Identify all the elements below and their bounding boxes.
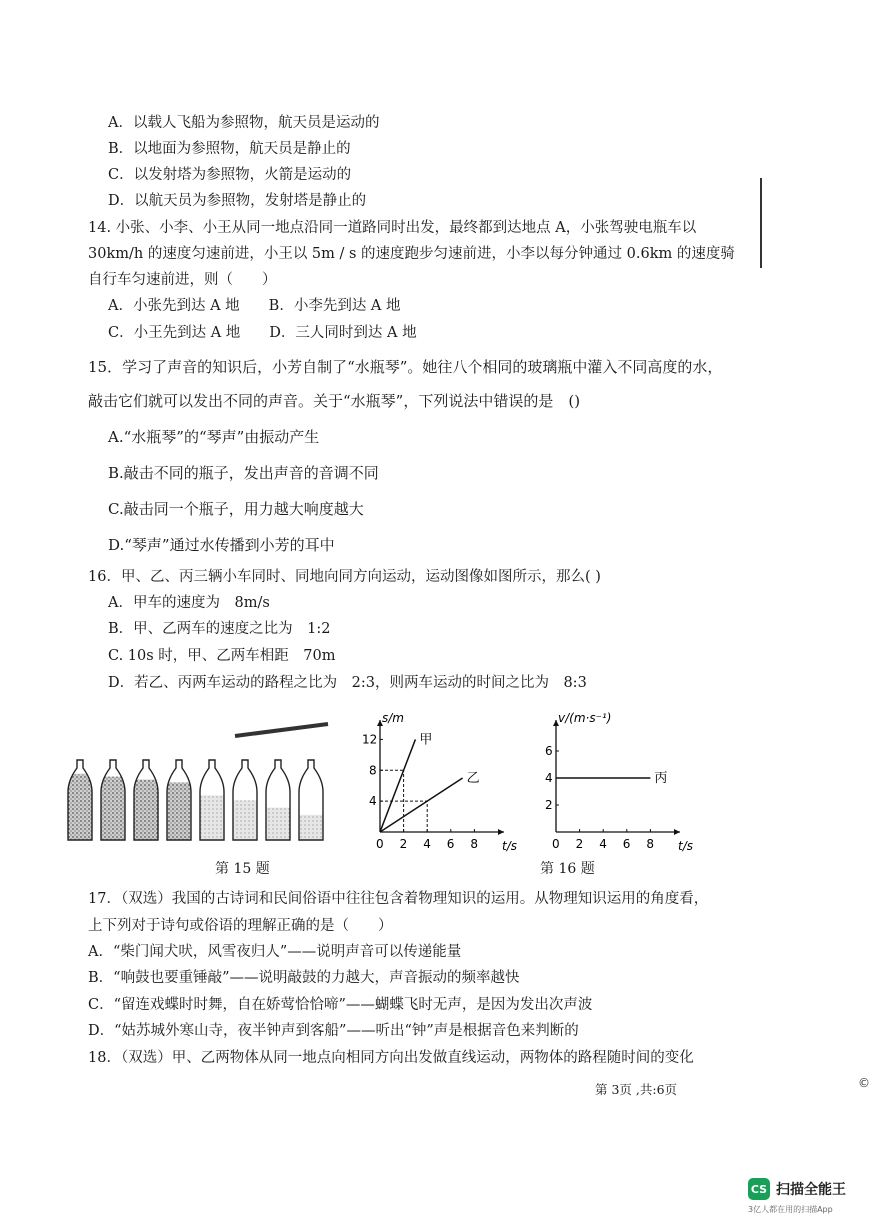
q14-stem-line1: 14. 小张、小李、小王从同一地点沿同一道路同时出发，最终都到达地点 A，小张驾驶电瓶车以 xyxy=(88,220,697,236)
q13-option-a: A．以载人飞船为参照物，航天员是运动的 xyxy=(108,115,380,131)
x-tick-label: 6 xyxy=(446,837,455,851)
x-tick-label: 2 xyxy=(575,837,584,851)
q14-options-cd: C．小王先到达 A 地 D．三人同时到达 A 地 xyxy=(108,325,417,341)
q17-option-c: C．“留连戏蝶时时舞，自在娇莺恰恰啼”——蝴蝶飞时无声，是因为发出次声波 xyxy=(88,997,593,1013)
y-tick-label: 6 xyxy=(545,744,553,758)
y-axis-label: v/(m·s⁻¹) xyxy=(558,711,612,725)
x-tick-label: 0 xyxy=(552,837,560,851)
x-tick-label: 8 xyxy=(646,837,655,851)
scanner-name: 扫描全能王 xyxy=(776,1182,846,1198)
x-axis-arrow xyxy=(674,829,680,835)
q13-option-d: D．以航天员为参照物，发射塔是静止的 xyxy=(108,193,367,209)
q16-option-a: A．甲车的速度为 8m/s xyxy=(108,595,270,611)
vt-graph xyxy=(538,712,698,852)
series-label: 乙 xyxy=(466,771,480,786)
q15-option-a: A.“水瓶琴”的“琴声”由振动产生 xyxy=(108,428,320,446)
st-graph xyxy=(362,712,522,852)
bottle-water xyxy=(167,782,191,840)
x-tick-label: 4 xyxy=(423,837,431,851)
q14-options-ab: A．小张先到达 A 地 B．小李先到达 A 地 xyxy=(108,298,401,314)
q17-stem-line2: 上下列对于诗句或俗语的理解正确的是（ ） xyxy=(88,918,393,934)
y-axis-label: s/m xyxy=(382,711,404,725)
bottle-water xyxy=(134,780,158,840)
q17-stem-line1: 17．（双选）我国的古诗词和民间俗语中往往包含着物理知识的运用。从物理知识运用的角度看， xyxy=(88,891,709,907)
margin-bar xyxy=(760,178,762,268)
x-axis-arrow xyxy=(498,829,504,835)
page-number: 第 3页 ,共:6页 xyxy=(595,1082,678,1097)
x-tick-label: 6 xyxy=(622,837,631,851)
q17-option-a: A．“柴门闻犬吠，风雪夜归人”——说明声音可以传递能量 xyxy=(88,944,462,960)
x-tick-label: 2 xyxy=(399,837,408,851)
scanner-logo-icon: CS xyxy=(748,1178,770,1200)
bottle-water xyxy=(200,795,224,840)
x-tick-label: 0 xyxy=(376,837,384,851)
bottle-water xyxy=(266,808,290,840)
bottles-figure xyxy=(60,712,340,852)
q15-stem-line2: 敲击它们就可以发出不同的声音。关于“水瓶琴”，下列说法中错误的是 () xyxy=(88,392,581,410)
q16-stem: 16．甲、乙、丙三辆小车同时、同地向同方向运动，运动图像如图所示，那么( ) xyxy=(88,569,601,585)
bottle-water xyxy=(299,815,323,840)
q16-option-b: B．甲、乙两车的速度之比为 1:2 xyxy=(108,621,331,637)
q17-option-b: B．“响鼓也要重锤敲”——说明敲鼓的力越大，声音振动的频率越快 xyxy=(88,970,520,986)
q16-option-c: C. 10s 时，甲、乙两车相距 70m xyxy=(108,648,336,664)
q16-option-d: D．若乙、丙两车运动的路程之比为 2:3，则两车运动的时间之比为 8:3 xyxy=(108,675,587,691)
q15-stem-line1: 15．学习了声音的知识后，小芳自制了“水瓶琴”。她往八个相同的玻璃瓶中灌入不同高度的水， xyxy=(88,358,723,376)
q18-stem: 18．（双选）甲、乙两物体从同一地点向相同方向出发做直线运动，两物体的路程随时间的变化 xyxy=(88,1050,694,1066)
striking-rod xyxy=(235,724,328,736)
x-axis-label: t/s xyxy=(502,839,517,853)
x-tick-label: 8 xyxy=(470,837,479,851)
x-axis-label: t/s xyxy=(678,839,693,853)
y-tick-label: 2 xyxy=(545,798,553,812)
series-label: 丙 xyxy=(654,771,668,786)
scanner-tagline: 3亿人都在用的扫描App xyxy=(748,1205,833,1214)
series-label: 甲 xyxy=(419,732,433,748)
figure-caption-q16: 第 16 题 xyxy=(540,861,595,877)
series-line xyxy=(380,739,415,832)
y-tick-label: 8 xyxy=(369,763,377,778)
q15-option-c: C.敲击同一个瓶子，用力越大响度越大 xyxy=(108,500,364,518)
bottle-water xyxy=(233,800,257,840)
bottle-water xyxy=(68,774,92,840)
q15-option-d: D.“琴声”通过水传播到小芳的耳中 xyxy=(108,536,335,554)
q15-option-b: B.敲击不同的瓶子，发出声音的音调不同 xyxy=(108,464,379,482)
q13-option-b: B．以地面为参照物，航天员是静止的 xyxy=(108,141,351,157)
x-tick-label: 4 xyxy=(599,837,607,851)
q17-option-d: D．“姑苏城外寒山寺，夜半钟声到客船”——听出“钟”声是根据音色来判断的 xyxy=(88,1023,579,1039)
y-tick-label: 4 xyxy=(545,771,553,785)
q14-stem-line2: 30km/h 的速度匀速前进，小王以 5m / s 的速度跑步匀速前进，小李以每分钟通过 0.6km 的速度骑 xyxy=(88,246,735,262)
y-tick-label: 12 xyxy=(362,732,378,747)
edge-mark: © xyxy=(858,1076,870,1090)
figure-caption-q15: 第 15 题 xyxy=(215,861,270,877)
y-tick-label: 4 xyxy=(369,794,377,809)
scanner-watermark xyxy=(748,1178,846,1200)
bottle-water xyxy=(101,777,125,840)
q13-option-c: C．以发射塔为参照物，火箭是运动的 xyxy=(108,167,352,183)
q14-stem-line3: 自行车匀速前进，则（ ） xyxy=(88,272,277,288)
series-line xyxy=(380,778,463,832)
